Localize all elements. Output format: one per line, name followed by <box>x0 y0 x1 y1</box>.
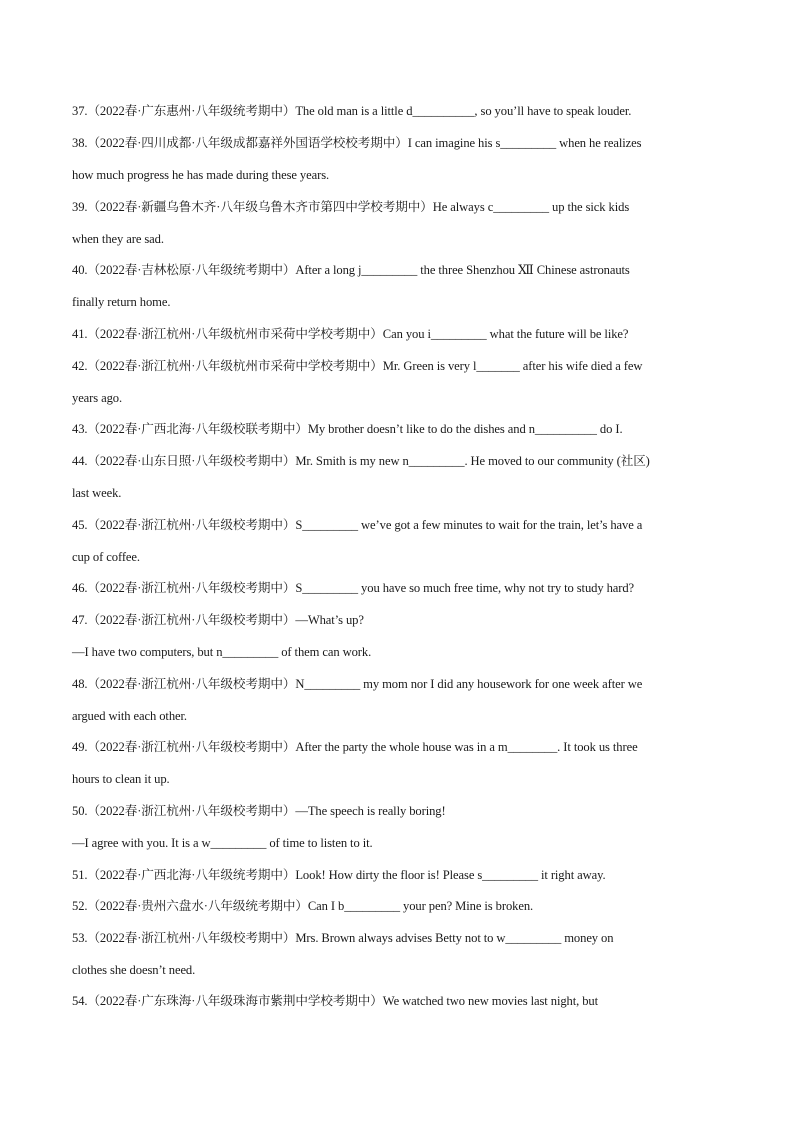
question-41-line-1: 41.（2022春·浙江杭州·八年级杭州市采荷中学校考期中）Can you i_________ what the future will be like? <box>72 327 629 341</box>
question-52-line-1: 52.（2022春·贵州六盘水·八年级统考期中）Can I b_________ your pen? Mine is broken. <box>72 899 534 913</box>
question-44-line-1: 44.（2022春·山东日照·八年级校考期中）Mr. Smith is my new n_________. He moved to our community (社区) <box>72 454 650 468</box>
question-53-line-2: clothes she doesn’t need. <box>72 963 196 977</box>
question-48-line-1: 48.（2022春·浙江杭州·八年级校考期中）N_________ my mom nor I did any housework for one week after we <box>72 677 643 691</box>
question-39-line-2: when they are sad. <box>72 232 164 246</box>
question-44-line-2: last week. <box>72 486 122 500</box>
question-51-line-1: 51.（2022春·广西北海·八年级统考期中）Look! How dirty the floor is! Please s_________ it right away. <box>72 868 606 882</box>
question-47-line-1: 47.（2022春·浙江杭州·八年级校考期中）—What’s up? <box>72 613 364 627</box>
question-45-line-2: cup of coffee. <box>72 550 140 564</box>
question-39-line-1: 39.（2022春·新疆乌鲁木齐·八年级乌鲁木齐市第四中学校考期中）He always c_________ up the sick kids <box>72 200 630 214</box>
question-43-line-1: 43.（2022春·广西北海·八年级校联考期中）My brother doesn’t like to do the dishes and n__________ do I. <box>72 422 623 436</box>
question-42-line-1: 42.（2022春·浙江杭州·八年级杭州市采荷中学校考期中）Mr. Green is very l_______ after his wife died a few <box>72 359 643 373</box>
question-46-line-1: 46.（2022春·浙江杭州·八年级校考期中）S_________ you have so much free time, why not try to study hard? <box>72 581 635 595</box>
question-37-line-1: 37.（2022春·广东惠州·八年级统考期中）The old man is a little d__________, so you’ll have to speak louder. <box>72 104 632 118</box>
question-49-line-1: 49.（2022春·浙江杭州·八年级校考期中）After the party the whole house was in a m________. It took us three <box>72 740 638 754</box>
question-38-line-2: how much progress he has made during these years. <box>72 168 330 182</box>
question-50-line-1: 50.（2022春·浙江杭州·八年级校考期中）—The speech is really boring! <box>72 804 446 818</box>
question-48-line-2: argued with each other. <box>72 709 187 723</box>
question-47-line-2: —I have two computers, but n_________ of them can work. <box>72 645 372 659</box>
question-40-line-1: 40.（2022春·吉林松原·八年级统考期中）After a long j_________ the three Shenzhou Ⅻ Chinese astronauts <box>72 263 630 277</box>
question-50-line-2: —I agree with you. It is a w_________ of time to listen to it. <box>72 836 373 850</box>
question-38-line-1: 38.（2022春·四川成都·八年级成都嘉祥外国语学校校考期中）I can imagine his s_________ when he realizes <box>72 136 642 150</box>
question-54-line-1: 54.（2022春·广东珠海·八年级珠海市紫荆中学校考期中）We watched two new movies last night, but <box>72 994 599 1008</box>
question-49-line-2: hours to clean it up. <box>72 772 170 786</box>
question-40-line-2: finally return home. <box>72 295 171 309</box>
question-42-line-2: years ago. <box>72 391 123 405</box>
question-45-line-1: 45.（2022春·浙江杭州·八年级校考期中）S_________ we’ve got a few minutes to wait for the train, let’s have a <box>72 518 643 532</box>
question-53-line-1: 53.（2022春·浙江杭州·八年级校考期中）Mrs. Brown always advises Betty not to w_________ money on <box>72 931 614 945</box>
